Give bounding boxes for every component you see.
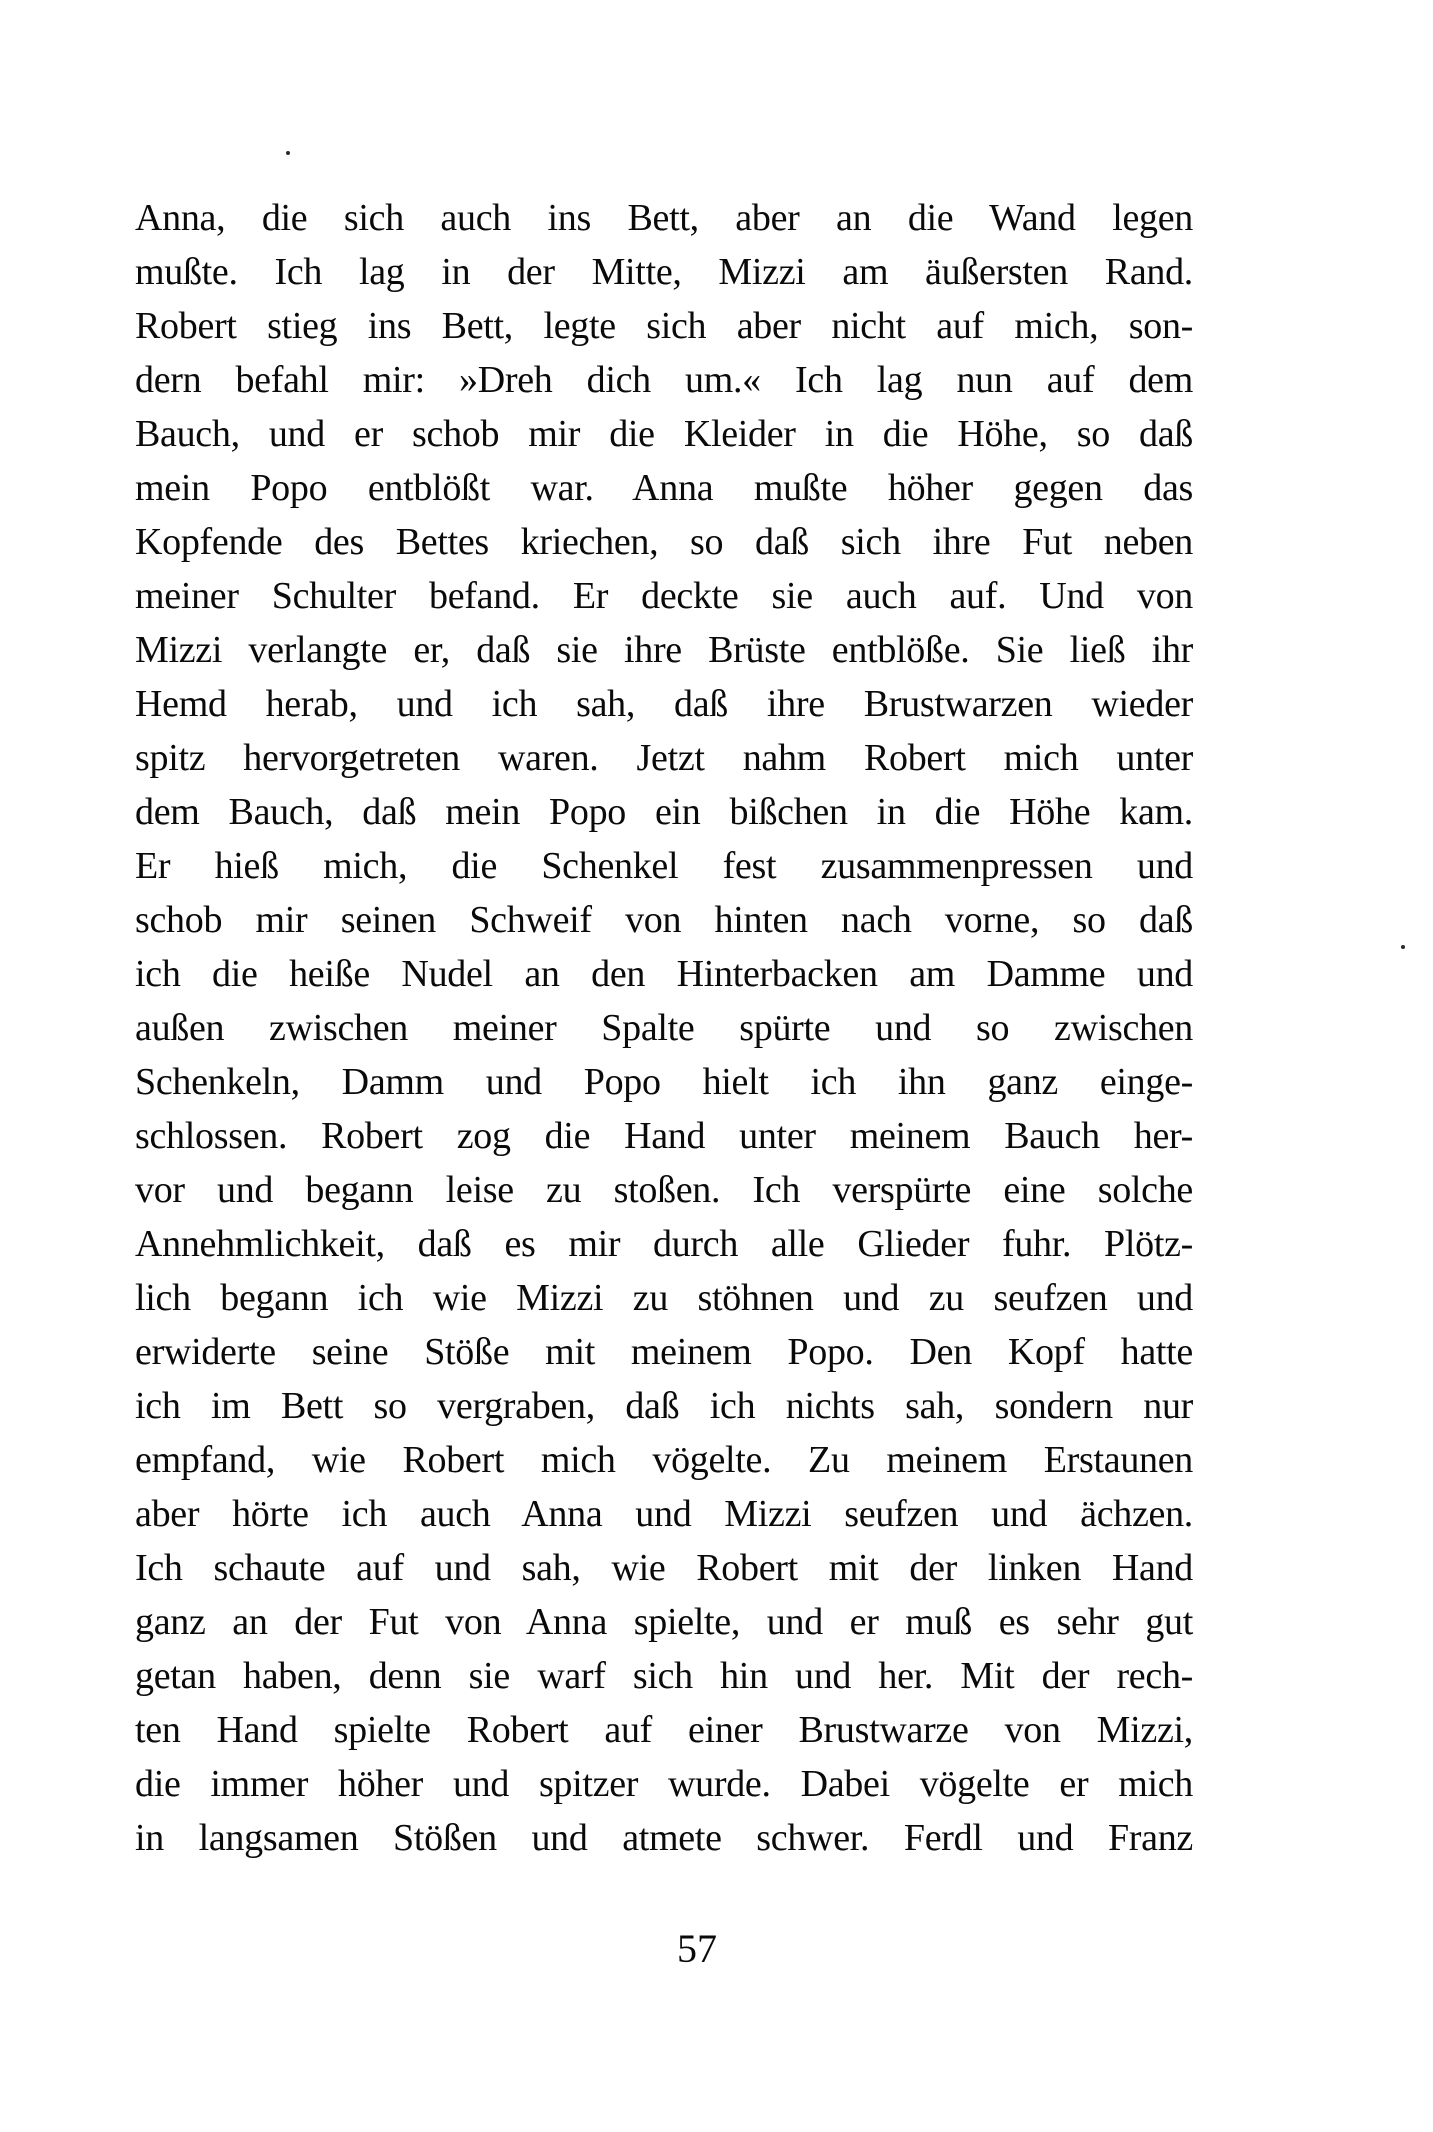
text-line: außen zwischen meiner Spalte spürte und so zwischen xyxy=(135,1007,1193,1049)
text-line: schob mir seinen Schweif von hinten nach vorne, so daß xyxy=(135,899,1193,941)
text-line: erwiderte seine Stöße mit meinem Popo. Den Kopf hatte xyxy=(135,1331,1193,1373)
text-line: Bauch, und er schob mir die Kleider in die Höhe, so daß xyxy=(135,413,1193,455)
text-line: Schenkeln, Damm und Popo hielt ich ihn ganz einge- xyxy=(135,1061,1193,1103)
text-line: Er hieß mich, die Schenkel fest zusammenpressen und xyxy=(135,845,1193,887)
text-line: ten Hand spielte Robert auf einer Brustwarze von Mizzi, xyxy=(135,1709,1193,1751)
text-block xyxy=(135,191,1193,1865)
text-line: Hemd herab, und ich sah, daß ihre Brustwarzen wieder xyxy=(135,683,1193,725)
text-line: ich die heiße Nudel an den Hinterbacken am Damme und xyxy=(135,953,1193,995)
text-line: die immer höher und spitzer wurde. Dabei vögelte er mich xyxy=(135,1763,1193,1805)
text-line: meiner Schulter befand. Er deckte sie auch auf. Und von xyxy=(135,575,1193,617)
text-line: schlossen. Robert zog die Hand unter meinem Bauch her- xyxy=(135,1115,1193,1157)
text-line: Mizzi verlangte er, daß sie ihre Brüste entblöße. Sie ließ ihr xyxy=(135,629,1193,671)
text-line: vor und begann leise zu stoßen. Ich verspürte eine solche xyxy=(135,1169,1193,1211)
text-line: Annehmlichkeit, daß es mir durch alle Glieder fuhr. Plötz- xyxy=(135,1223,1193,1265)
text-line: ganz an der Fut von Anna spielte, und er muß es sehr gut xyxy=(135,1601,1193,1643)
text-line: dern befahl mir: »Dreh dich um.« Ich lag nun auf dem xyxy=(135,359,1193,401)
text-line: spitz hervorgetreten waren. Jetzt nahm Robert mich unter xyxy=(135,737,1193,779)
text-line: lich begann ich wie Mizzi zu stöhnen und zu seufzen und xyxy=(135,1277,1193,1319)
text-line: Ich schaute auf und sah, wie Robert mit der linken Hand xyxy=(135,1547,1193,1589)
text-line: ich im Bett so vergraben, daß ich nichts sah, sondern nur xyxy=(135,1385,1193,1427)
text-line: Anna, die sich auch ins Bett, aber an die Wand legen xyxy=(135,197,1193,239)
text-line: in langsamen Stößen und atmete schwer. Ferdl und Franz xyxy=(135,1817,1193,1859)
text-line: mußte. Ich lag in der Mitte, Mizzi am äußersten Rand. xyxy=(135,251,1193,293)
text-line: dem Bauch, daß mein Popo ein bißchen in die Höhe kam. xyxy=(135,791,1193,833)
text-line: empfand, wie Robert mich vögelte. Zu meinem Erstaunen xyxy=(135,1439,1193,1481)
text-line: mein Popo entblößt war. Anna mußte höher gegen das xyxy=(135,467,1193,509)
text-line: Robert stieg ins Bett, legte sich aber nicht auf mich, son- xyxy=(135,305,1193,347)
print-speck xyxy=(1401,945,1405,949)
text-line: getan haben, denn sie warf sich hin und her. Mit der rech- xyxy=(135,1655,1193,1697)
text-line: Kopfende des Bettes kriechen, so daß sich ihre Fut neben xyxy=(135,521,1193,563)
text-line: aber hörte ich auch Anna und Mizzi seufzen und ächzen. xyxy=(135,1493,1193,1535)
print-speck xyxy=(286,151,290,155)
page-number: 57 xyxy=(677,1926,717,1971)
